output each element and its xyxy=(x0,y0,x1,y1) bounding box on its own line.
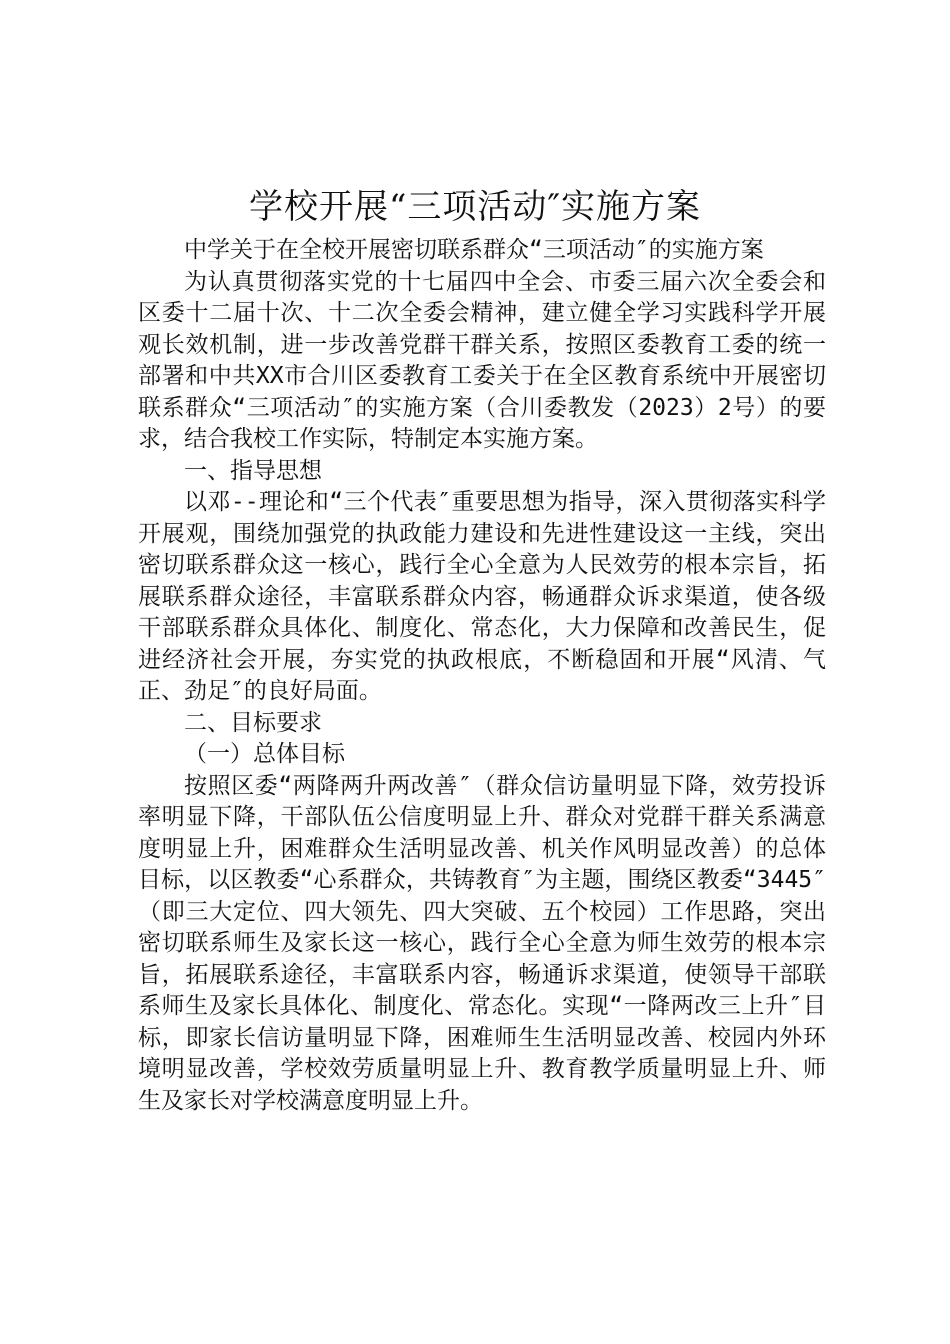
subtitle-paragraph: 中学关于在全校开展密切联系群众“三项活动″的实施方案 xyxy=(184,237,764,263)
overall-goal-paragraph: 按照区委“两降两升两改善″（群众信访量明显下降，效劳投诉率明显下降，干部队伍公信度明显上升、群众对党群干群关系满意度明显上升，困难群众生活明显改善、机关作风明显改善）的总体目标，以区教委“心系群众，共铸教育″为主题，围绕区教委“3445″（即三大定位、四大领先、四大突破、五个校园）工作思路，突出密切联系师生及家长这一核心，践行全心全意为师生效劳的根本宗旨，拓展联系途径，丰富联系内容，畅通诉求渠道，使领导干部联系师生及家长具体化、制度化、常态化。实现“一降两改三上升″目标，即家长信访量明显下降，困难师生生活明显改善、校园内外环境明显改善，学校效劳质量明显上升、教育教学质量明显上升、师生及家长对学校满意度明显上升。 xyxy=(138,772,826,1114)
document-title: 学校开展“三项活动″实施方案 xyxy=(248,187,702,227)
section-heading-guiding-ideology: 一、指导思想 xyxy=(184,457,322,484)
subsection-heading-overall-goal: （一）总体目标 xyxy=(184,741,345,767)
document-body xyxy=(138,235,826,1117)
intro-paragraph: 为认真贯彻落实党的十七届四中全会、市委三届六次全委会和区委十二届十次、十二次全委会精神，建立健全学习实践科学开展观长效机制，进一步改善党群干群关系，按照区委教育工委的统一部署和中共XX市合川区委教育工委关于在全区教育系统中开展密切联系群众“三项活动″的实施方案（合川委教发（2023）2号）的要求，结合我校工作实际，特制定本实施方案。 xyxy=(138,268,826,452)
guiding-ideology-paragraph: 以邓--理论和“三个代表″重要思想为指导，深入贯彻落实科学开展观，围绕加强党的执政能力建设和先进性建设这一主线，突出密切联系群众这一核心，践行全心全意为人民效劳的根本宗旨，拓展联系群众途径，丰富联系群众内容，畅通群众诉求渠道，使各级干部联系群众具体化、制度化、常态化，大力保障和改善民生，促进经济社会开展，夯实党的执政根底，不断稳固和开展“风清、气正、劲足″的良好局面。 xyxy=(138,489,826,704)
section-heading-goals: 二、目标要求 xyxy=(184,709,322,736)
